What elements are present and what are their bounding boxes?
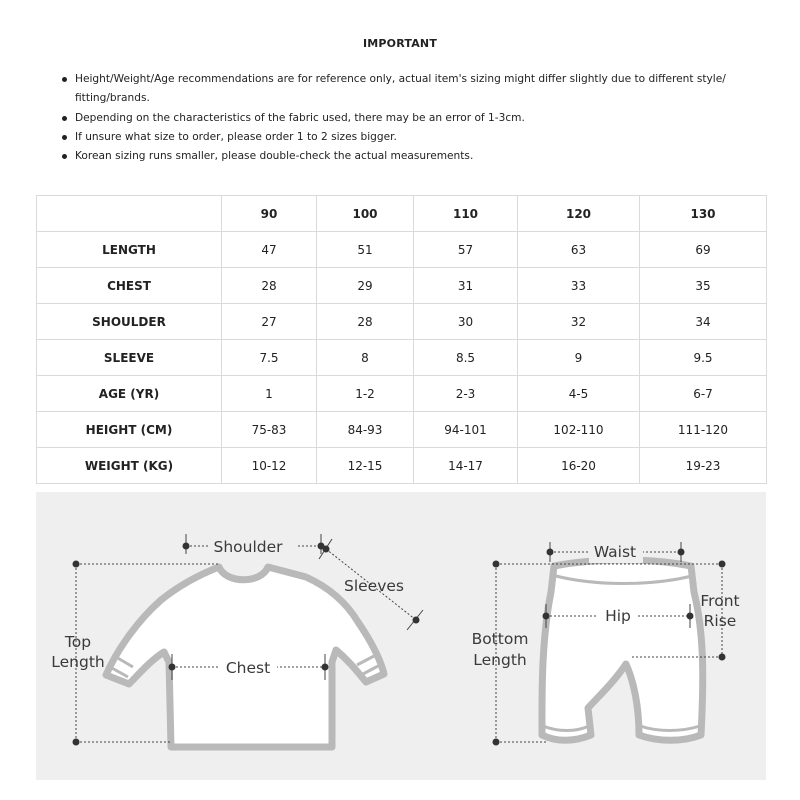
note-item: Korean sizing runs smaller, please double-check the actual measurements. bbox=[62, 147, 762, 166]
table-cell: 35 bbox=[640, 268, 767, 304]
rise-label-line2: Rise bbox=[703, 612, 737, 630]
hip-dot-left bbox=[543, 613, 550, 620]
table-cell: 19-23 bbox=[640, 448, 767, 484]
table-cell: 30 bbox=[414, 304, 518, 340]
table-row bbox=[37, 412, 767, 448]
chest-label: Chest bbox=[225, 659, 271, 677]
table-row bbox=[37, 304, 767, 340]
note-item: If unsure what size to order, please order 1 to 2 sizes bigger. bbox=[62, 128, 762, 147]
size-header: 90 bbox=[222, 196, 317, 232]
waist-label: Waist bbox=[593, 543, 637, 561]
chest-dot-left bbox=[169, 664, 176, 671]
bottom-length-dot-bottom bbox=[493, 739, 500, 746]
size-header: 110 bbox=[414, 196, 518, 232]
important-notes bbox=[62, 70, 762, 166]
table-cell: 9 bbox=[518, 340, 640, 376]
bottom-garment bbox=[542, 560, 703, 740]
top-length-dot-top bbox=[73, 561, 80, 568]
table-cell: 94-101 bbox=[414, 412, 518, 448]
top-length-label-line1: Top bbox=[64, 633, 92, 651]
table-cell: 8 bbox=[317, 340, 414, 376]
table-cell: 63 bbox=[518, 232, 640, 268]
size-header: 100 bbox=[317, 196, 414, 232]
table-cell: 10-12 bbox=[222, 448, 317, 484]
table-cell: 2-3 bbox=[414, 376, 518, 412]
table-cell: 1-2 bbox=[317, 376, 414, 412]
table-cell: 7.5 bbox=[222, 340, 317, 376]
bottom-length-label-line1: Bottom bbox=[471, 630, 529, 648]
top-length-label-line2: Length bbox=[51, 653, 105, 671]
hip-label: Hip bbox=[605, 607, 631, 625]
sleeve-dot-bottom bbox=[413, 617, 420, 624]
size-header: 120 bbox=[518, 196, 640, 232]
table-cell: 28 bbox=[317, 304, 414, 340]
waist-dot-left bbox=[547, 549, 554, 556]
table-cell: 31 bbox=[414, 268, 518, 304]
chest-dot-right bbox=[322, 664, 329, 671]
table-cell: 16-20 bbox=[518, 448, 640, 484]
table-row bbox=[37, 268, 767, 304]
table-cell: 34 bbox=[640, 304, 767, 340]
table-cell: 8.5 bbox=[414, 340, 518, 376]
rise-label-line1: Front bbox=[700, 592, 740, 610]
rise-dot-bottom bbox=[719, 654, 726, 661]
table-cell: 102-110 bbox=[518, 412, 640, 448]
table-cell: 111-120 bbox=[640, 412, 767, 448]
table-cell: 29 bbox=[317, 268, 414, 304]
table-cell: 27 bbox=[222, 304, 317, 340]
table-cell: 69 bbox=[640, 232, 767, 268]
row-label: WEIGHT (KG) bbox=[37, 448, 222, 484]
table-row bbox=[37, 340, 767, 376]
size-header: 130 bbox=[640, 196, 767, 232]
table-cell: 33 bbox=[518, 268, 640, 304]
row-label: LENGTH bbox=[37, 232, 222, 268]
table-cell: 32 bbox=[518, 304, 640, 340]
table-cell: 75-83 bbox=[222, 412, 317, 448]
pants-outline bbox=[542, 560, 703, 740]
measurement-diagram bbox=[36, 492, 766, 780]
row-label: HEIGHT (CM) bbox=[37, 412, 222, 448]
table-row bbox=[37, 448, 767, 484]
table-cell: 47 bbox=[222, 232, 317, 268]
shoulder-label: Shoulder bbox=[213, 538, 283, 556]
top-length-dot-bottom bbox=[73, 739, 80, 746]
row-label: AGE (YR) bbox=[37, 376, 222, 412]
bottom-length-label-line2: Length bbox=[473, 651, 527, 669]
row-label: SLEEVE bbox=[37, 340, 222, 376]
note-item: Depending on the characteristics of the fabric used, there may be an error of 1-3cm. bbox=[62, 109, 762, 128]
table-cell: 6-7 bbox=[640, 376, 767, 412]
table-cell: 9.5 bbox=[640, 340, 767, 376]
note-item: Height/Weight/Age recommendations are for reference only, actual item's sizing might differ slightly due to different style/ fitting/brands. bbox=[62, 70, 762, 109]
table-cell: 84-93 bbox=[317, 412, 414, 448]
important-title: IMPORTANT bbox=[362, 37, 438, 50]
table-cell: 28 bbox=[222, 268, 317, 304]
shoulder-dot-left bbox=[183, 543, 190, 550]
size-table bbox=[36, 195, 767, 484]
hip-dot-right bbox=[687, 613, 694, 620]
table-row bbox=[37, 232, 767, 268]
table-cell: 12-15 bbox=[317, 448, 414, 484]
table-row bbox=[37, 376, 767, 412]
row-label: SHOULDER bbox=[37, 304, 222, 340]
rise-dot-top bbox=[719, 561, 726, 568]
row-label: CHEST bbox=[37, 268, 222, 304]
table-cell: 1 bbox=[222, 376, 317, 412]
table-cell: 4-5 bbox=[518, 376, 640, 412]
waist-dot-right bbox=[678, 549, 685, 556]
table-cell: 14-17 bbox=[414, 448, 518, 484]
table-header-empty bbox=[37, 196, 222, 232]
table-cell: 51 bbox=[317, 232, 414, 268]
sleeve-dot-top bbox=[323, 546, 330, 553]
sleeves-label: Sleeves bbox=[343, 577, 405, 595]
bottom-length-dot-top bbox=[493, 561, 500, 568]
table-header-row bbox=[37, 196, 767, 232]
table-cell: 57 bbox=[414, 232, 518, 268]
measurement-diagram-svg bbox=[36, 492, 766, 780]
